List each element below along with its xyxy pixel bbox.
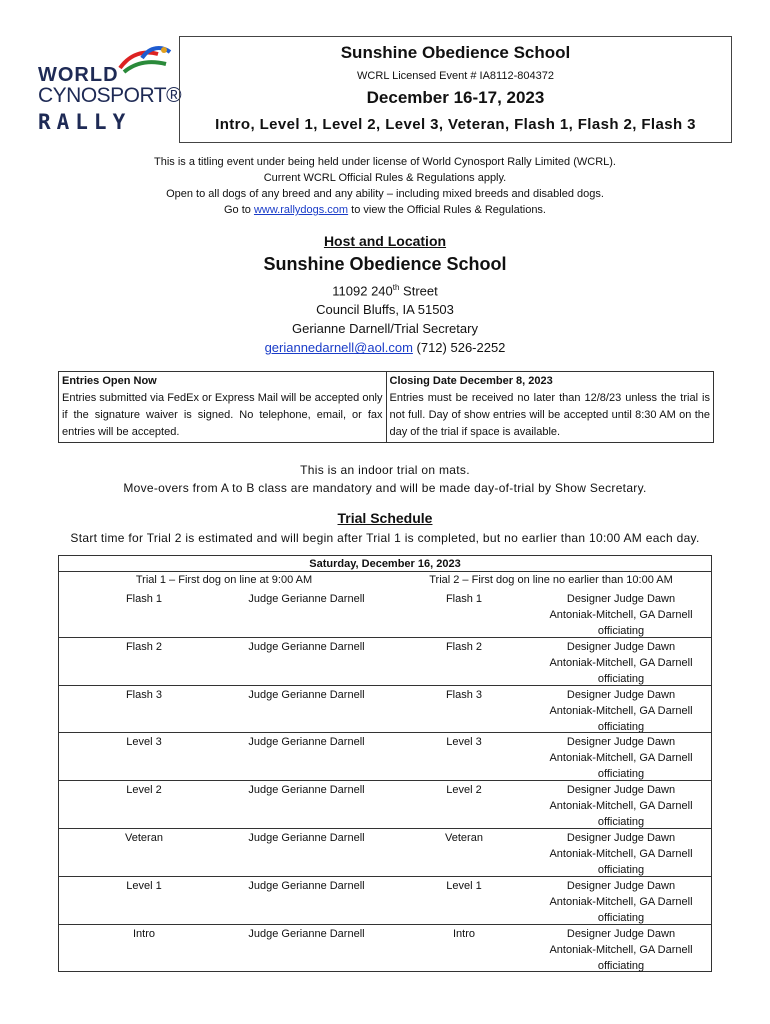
judge-line: Designer Judge Dawn [566,640,676,653]
judge-line: officiating [597,864,645,876]
schedule-row [59,685,711,733]
judge-line: Designer Judge Dawn [566,879,676,892]
trial2-class: Level 1 [446,879,482,892]
rallydogs-link[interactable]: www.rallydogs.com [253,204,349,216]
judge-line: officiating [597,959,645,972]
host-secretary: Gerianne Darnell/Trial Secretary [292,321,478,337]
intro-text: Go to [223,204,254,216]
host-details [0,278,770,357]
trial2-judge [529,782,713,830]
closing-date-cell [386,372,714,443]
trial2-class: Flash 2 [445,640,483,653]
trial1-class: Level 2 [126,784,162,797]
trial1-class: Flash 3 [125,688,163,701]
intro-paragraph [0,154,770,218]
entries-table [58,371,714,443]
entries-open-cell [59,372,387,443]
judge-line: Designer Judge Dawn [566,927,676,940]
trial2-header: Trial 2 – First dog on line no earlier than 10:00 AM [429,574,673,586]
trial1-judge: Judge Gerianne Darnell [248,784,365,797]
trial2-class: Intro [452,927,475,940]
judge-line: Antoniak-Mitchell, GA Darnell [549,656,693,669]
trial1-judge: Judge Gerianne Darnell [248,593,365,605]
event-title: Sunshine Obedience School [340,43,571,62]
schedule-row [59,637,711,685]
trial2-class: Veteran [445,832,483,844]
intro-text: to view the Official Rules & Regulations. [348,204,546,216]
schedule-row [59,589,711,637]
trial1-judge: Judge Gerianne Darnell [248,832,365,844]
judge-line: Designer Judge Dawn [566,593,676,605]
host-address [0,278,770,300]
judge-line: Designer Judge Dawn [566,832,676,844]
trial2-judge [529,734,713,782]
trial1-class: Flash 1 [125,593,163,605]
trial1-judge: Judge Gerianne Darnell [248,879,365,892]
intro-line: Current WCRL Official Rules & Regulations apply. [263,172,507,184]
world-cynosport-rally-logo [36,44,182,134]
schedule-row [59,924,711,972]
address-number: 11092 240 [332,283,393,299]
schedule-table [58,555,712,972]
trial-notes [0,461,770,497]
event-header-box [179,36,732,143]
entries-open-text: Entries submitted via FedEx or Express Mail will be accepted only if the signature waiver is signed. No telephone, email, or fax entries will be accepted. [62,392,383,438]
trial2-class: Flash 3 [445,688,483,701]
trial1-header: Trial 1 – First dog on line at 9:00 AM [135,574,313,586]
judge-line: Designer Judge Dawn [566,784,676,797]
trial2-judge [529,926,713,974]
note-line: Move-overs from A to B class are mandatory and will be made day-of-trial by Show Secretary. [123,481,647,495]
closing-date-heading: Closing Date December 8, 2023 [389,375,553,387]
judge-line: Designer Judge Dawn [566,688,676,701]
schedule-row [59,828,711,876]
intro-line: Open to all dogs of any breed and any ability – including mixed breeds and disabled dogs. [166,188,604,200]
trial1-judge: Judge Gerianne Darnell [248,736,365,749]
closing-date-text: Entries must be received no later than 12/8/23 unless the trial is not full. Day of show entries will be accepted until 8:30 AM on the day of the trial if space is available. [389,392,710,438]
divider [59,732,711,733]
judge-line: Antoniak-Mitchell, GA Darnell [549,609,693,621]
divider [59,571,711,572]
event-classes: Intro, Level 1, Level 2, Level 3, Veteran, Flash 1, Flash 2, Flash 3 [215,116,696,133]
divider [59,828,711,829]
judge-line: Designer Judge Dawn [566,736,676,749]
intro-line: This is a titling event under being held under license of World Cynosport Rally Limited (WCRL). [153,156,616,168]
judge-line: Antoniak-Mitchell, GA Darnell [549,752,693,765]
trial1-judge: Judge Gerianne Darnell [248,640,365,653]
trial2-judge [529,687,713,735]
host-contact [0,338,770,357]
address-street: Street [399,283,438,299]
trial1-class: Intro [132,927,155,940]
intro-line [0,202,770,218]
judge-line: officiating [597,816,645,829]
note-line: This is an indoor trial on mats. [300,463,470,477]
schedule-note: Start time for Trial 2 is estimated and will begin after Trial 1 is completed, but no earlier than 10:00 AM each day. [70,531,700,545]
divider [59,685,711,686]
host-name: Sunshine Obedience School [263,254,507,274]
schedule-row [59,780,711,828]
trial2-judge [529,591,713,639]
divider [59,637,711,638]
trial2-judge [529,878,713,926]
judge-line: officiating [597,625,645,637]
trial2-class: Flash 1 [445,593,483,605]
judge-line: Antoniak-Mitchell, GA Darnell [549,800,693,813]
schedule-row [59,732,711,780]
judge-line: officiating [597,672,645,685]
judge-line: Antoniak-Mitchell, GA Darnell [549,895,693,908]
judge-line: officiating [597,911,645,924]
address-suffix: th [392,283,400,292]
logo-text-world: WORLD [38,64,119,86]
divider [59,924,711,925]
trial2-class: Level 2 [446,784,482,797]
event-dates: December 16-17, 2023 [366,88,545,107]
running-dog-icon [114,44,172,74]
entries-open-heading: Entries Open Now [62,375,157,387]
schedule-heading: Trial Schedule [337,510,433,526]
trial2-class: Level 3 [446,736,482,749]
license-number: WCRL Licensed Event # IA8112-804372 [357,70,554,82]
judge-line: Antoniak-Mitchell, GA Darnell [549,848,693,860]
judge-line: Antoniak-Mitchell, GA Darnell [549,943,693,956]
trial1-class: Veteran [125,832,163,844]
judge-line: Antoniak-Mitchell, GA Darnell [549,704,693,717]
divider [59,876,711,877]
trial1-judge: Judge Gerianne Darnell [248,688,365,701]
trial1-class: Level 3 [126,736,162,749]
divider [59,780,711,781]
trial1-class: Flash 2 [125,640,163,653]
phone-number: (712) 526-2252 [412,340,506,356]
trial2-judge [529,639,713,687]
logo-text-cynosport: CYNOSPORT® [38,84,182,107]
schedule-date: Saturday, December 16, 2023 [309,558,461,570]
host-heading: Host and Location [323,233,447,249]
judge-line: officiating [597,768,645,781]
schedule-row [59,876,711,924]
trial1-judge: Judge Gerianne Darnell [248,927,365,940]
email-link[interactable]: geriannedarnell@aol.com [264,340,413,356]
trial2-judge [529,830,713,878]
judge-line: officiating [597,720,645,733]
host-city: Council Bluffs, IA 51503 [316,302,454,318]
logo-text-rally: RALLY [38,110,132,134]
trial1-class: Level 1 [126,879,162,892]
